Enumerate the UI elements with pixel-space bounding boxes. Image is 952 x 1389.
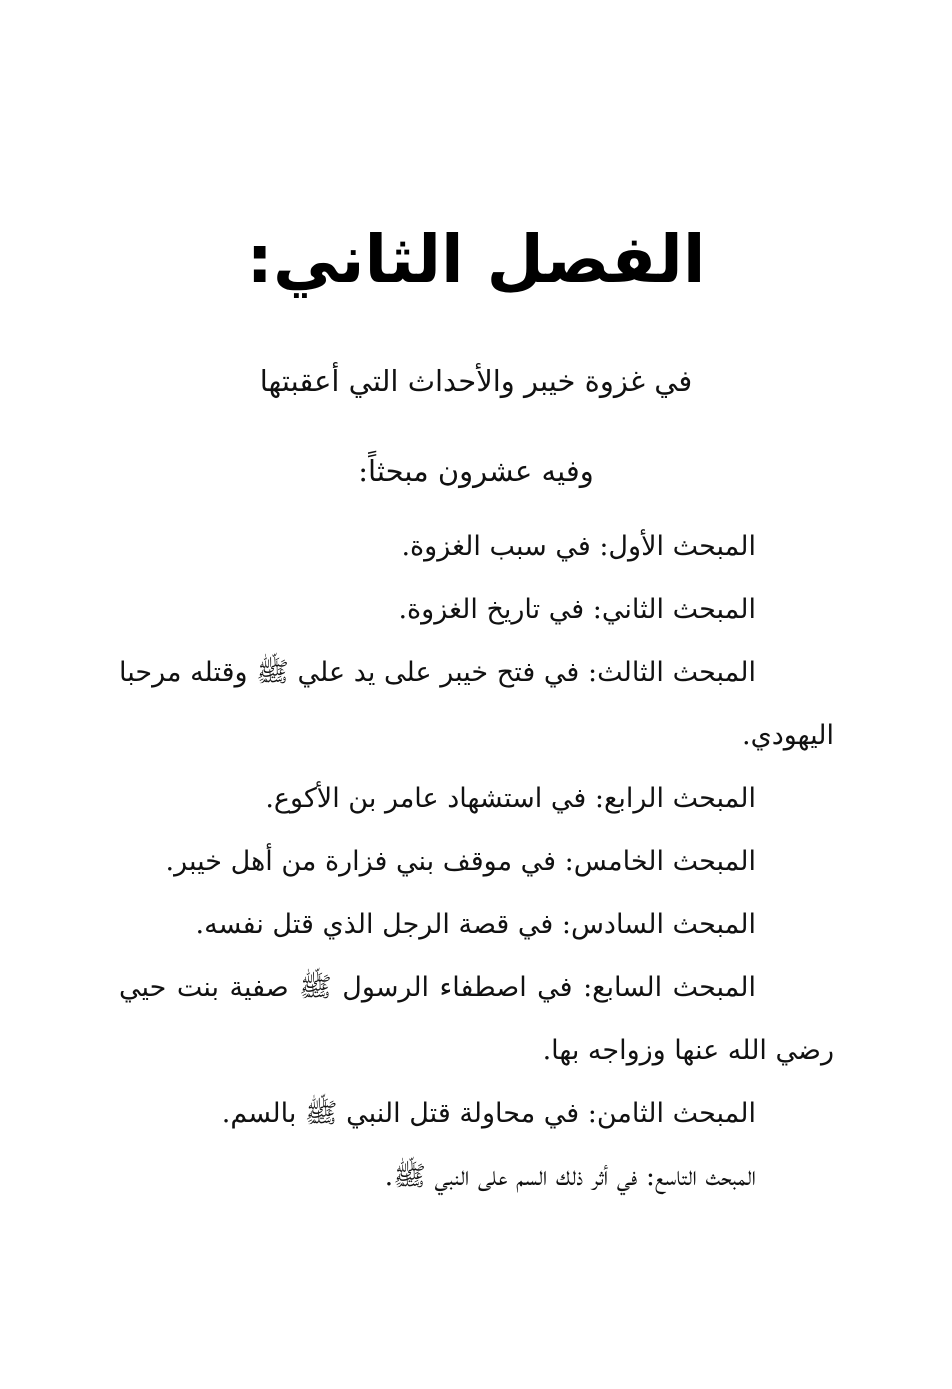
section-item <box>119 578 834 641</box>
section-item <box>119 1145 834 1208</box>
section-text: في سبب الغزوة. <box>401 531 591 562</box>
section-label: المبحث الثالث: <box>587 657 756 688</box>
section-label: المبحث الأول: <box>599 531 756 562</box>
section-item <box>119 641 834 767</box>
section-text: في فتح خيبر على يد علي ﷺ وقتله مرحبا اليهودي. <box>119 657 834 751</box>
section-text: في استشهاد عامر بن الأكوع. <box>265 783 587 814</box>
section-item <box>119 515 834 578</box>
section-label: المبحث السادس: <box>561 909 756 940</box>
section-item <box>119 956 834 1082</box>
section-label: المبحث التاسع: <box>645 1161 756 1192</box>
section-text: في تاريخ الغزوة. <box>398 594 585 625</box>
section-item <box>119 767 834 830</box>
chapter-title: الفصل الثاني: <box>246 221 706 298</box>
section-text: في موقف بني فزارة من أهل خيبر. <box>165 846 557 877</box>
sections-list <box>119 515 834 1208</box>
section-item <box>119 1082 834 1145</box>
section-text: في قصة الرجل الذي قتل نفسه. <box>195 909 554 940</box>
section-text: في محاولة قتل النبي ﷺ بالسم. <box>221 1098 580 1129</box>
chapter-subtitle: في غزوة خيبر والأحداث التي أعقبتها <box>259 364 693 398</box>
section-label: المبحث السابع: <box>583 972 757 1003</box>
section-text: في اصطفاء الرسول ﷺ صفية بنت حيي رضي الله عنها وزواجه بها. <box>119 972 834 1066</box>
section-label: المبحث الخامس: <box>564 846 756 877</box>
section-label: المبحث الثامن: <box>587 1098 756 1129</box>
section-label: المبحث الثاني: <box>592 594 756 625</box>
section-item <box>119 830 834 893</box>
section-text: في أثر ذلك السم على النبي ﷺ. <box>384 1161 638 1192</box>
chapter-intro: وفيه عشرون مبحثاً: <box>358 454 594 488</box>
section-item <box>119 893 834 956</box>
section-label: المبحث الرابع: <box>594 783 756 814</box>
